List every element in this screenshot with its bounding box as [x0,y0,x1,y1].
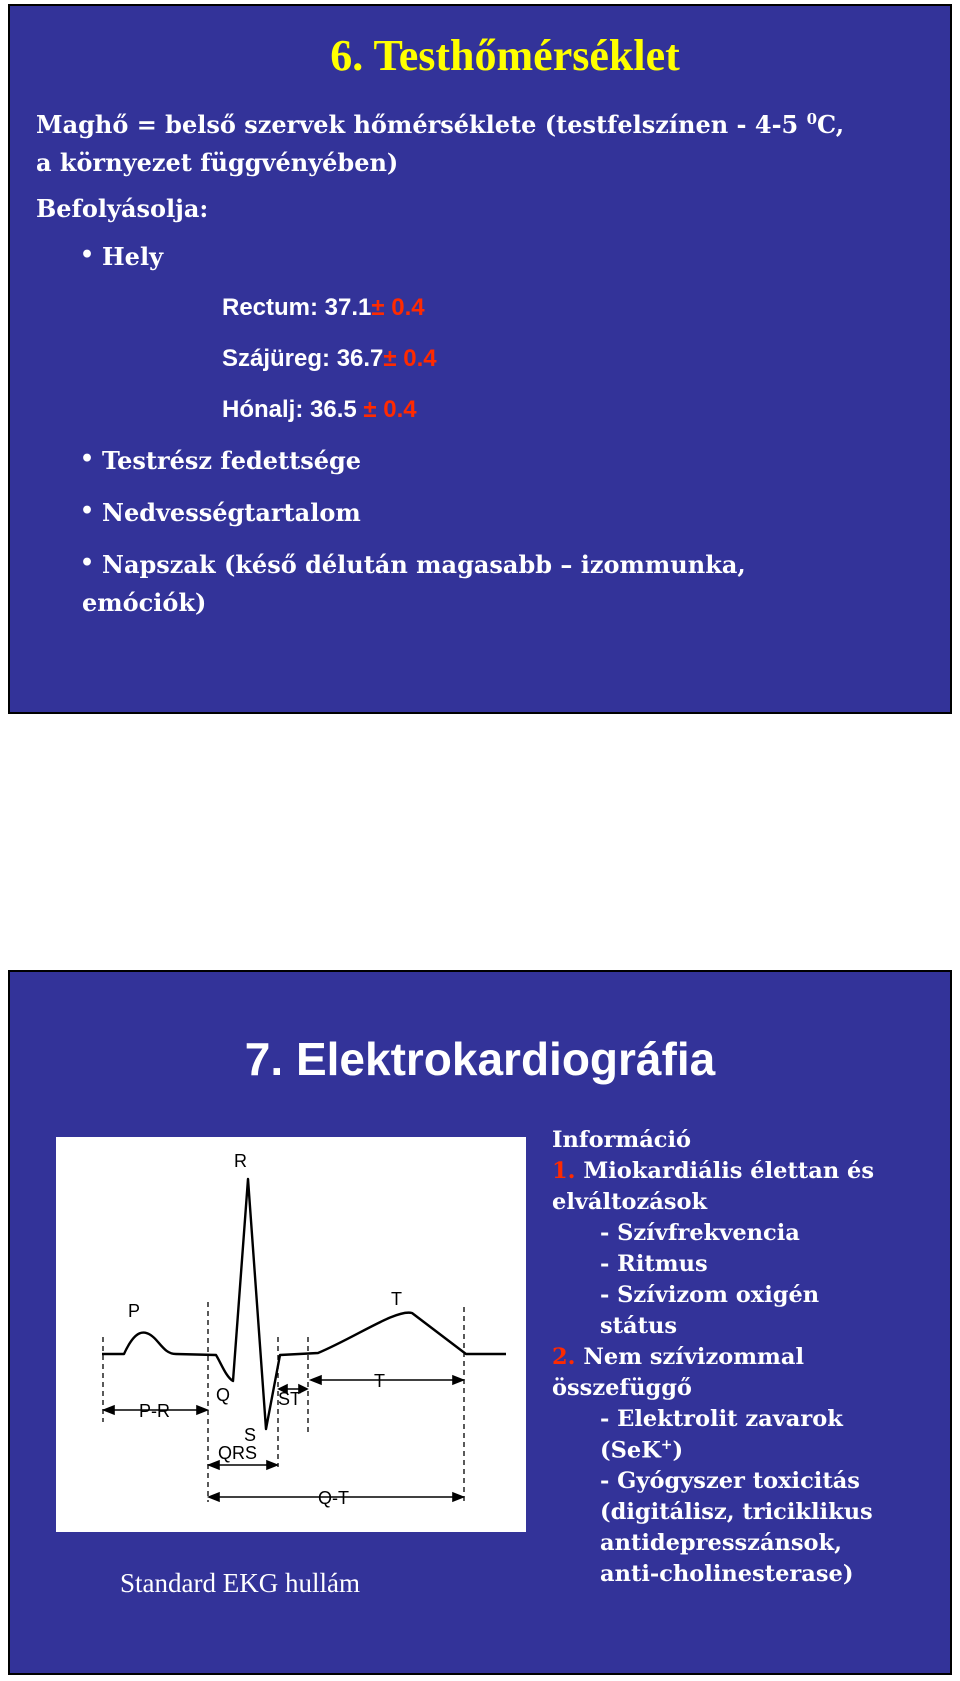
info-item1-text: Miokardiális élettan és [575,1158,874,1184]
info-item1-sub: - Ritmus [600,1251,708,1277]
info-item1-cont: elváltozások [552,1189,708,1215]
bullet-icon: • [80,550,95,576]
ecg-label-t: T [391,1289,402,1309]
location-range: ± 0.4 [371,294,425,321]
ecg-diagram [56,1137,526,1532]
info-item2-sub: anti-cholinesterase) [600,1561,854,1587]
ecg-label-q: Q [216,1385,231,1405]
info-heading: Információ [552,1127,692,1153]
bullet-icon: • [80,498,95,524]
sek-close: ) [672,1437,684,1464]
bullet-moisture: Nedvességtartalom [102,498,361,527]
bullet-icon: • [80,446,95,472]
info-item2-cont: összefüggő [552,1375,692,1401]
location-rectum [222,294,425,322]
slide-title: 7. Elektrokardiográfia [244,1033,716,1085]
ecg-wave-path [102,1179,506,1429]
location-range: ± 0.4 [383,345,437,372]
core-temp-line2: a környezet függvényében) [36,148,399,177]
info-item2-sub-sek [600,1437,683,1464]
ecg-label-s: S [244,1425,257,1445]
core-temp-line [36,110,844,139]
ecg-caption: Standard EKG hullám [120,1568,360,1598]
sek-superscript: + [660,1437,673,1453]
slide-title: 6. Testhőmérséklet [330,31,680,80]
location-label: Hónalj: 36.5 [222,396,364,423]
ecg-waveform-svg [56,1137,526,1532]
ecg-label-pr: P-R [139,1401,170,1421]
info-item2-number: 2. [552,1344,576,1370]
location-armpit [222,396,417,424]
ecg-label-qt: Q-T [318,1488,349,1508]
degree-superscript: 0 [806,110,818,128]
info-item1-sub: - Szívizom oxigén [600,1282,820,1308]
bullet-icon: • [80,242,95,268]
location-label: Rectum: 37.1 [222,294,372,321]
info-item2 [552,1344,804,1370]
bullet-coverage: Testrész fedettsége [102,446,362,475]
sek-text: (SeK [600,1437,661,1464]
location-range: ± 0.4 [363,396,417,423]
location-label: Szájüreg: 36.7 [222,345,384,372]
info-item2-sub: - Elektrolit zavarok [600,1406,843,1432]
location-mouth [222,345,437,373]
bullet-daytime-cont: emóciók) [82,588,207,617]
info-item1-number: 1. [552,1158,576,1184]
info-item1 [552,1158,874,1184]
core-temp-text: Maghő = belső szervek hőmérséklete (testfelszínen - 4-5 [36,110,807,139]
bullet-daytime: Napszak (késő délután magasabb – izommunka, [102,550,746,579]
bullet-place: Hely [102,242,164,271]
info-item2-sub: antidepresszánsok, [600,1530,842,1556]
slide-ecg [8,970,952,1675]
info-item2-text: Nem szívizommal [575,1344,804,1370]
info-item1-sub: - Szívfrekvencia [600,1220,800,1246]
ecg-label-qrs: QRS [218,1443,258,1463]
info-item1-sub: státus [600,1313,678,1339]
influences-heading: Befolyásolja: [36,194,209,223]
slide-body-temperature [8,4,952,714]
ecg-label-r: R [234,1151,247,1171]
info-item2-sub: - Gyógyszer toxicitás [600,1468,860,1494]
ecg-label-t-interval: T [374,1371,385,1391]
ecg-label-p: P [128,1301,141,1321]
ecg-label-st: ST [278,1389,302,1409]
info-item2-sub: (digitálisz, triciklikus [600,1499,873,1525]
core-temp-unit: C, [817,110,845,139]
